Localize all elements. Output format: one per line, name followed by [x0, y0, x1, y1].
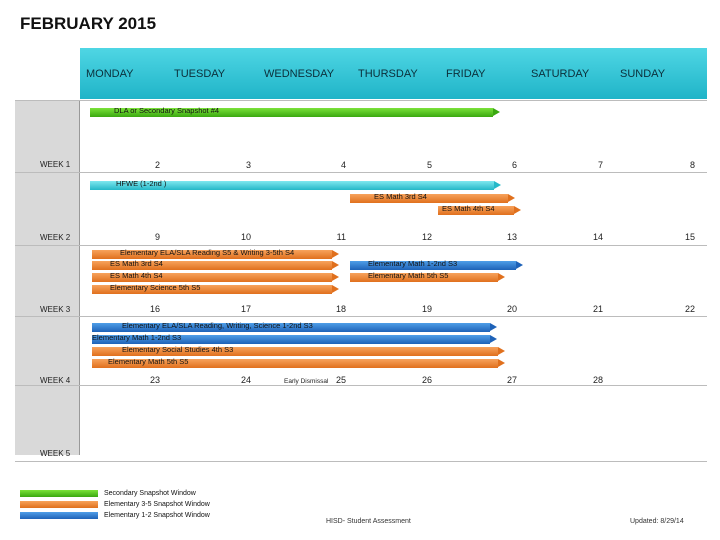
week-3-label: WEEK 3 [40, 305, 71, 314]
dla-snapshot-bar [90, 108, 493, 117]
es-math4-label: ES Math 4th S4 [442, 204, 495, 213]
legend-elem12-label: Elementary 1-2 Snapshot Window [104, 512, 210, 519]
date-22: 22 [684, 304, 695, 314]
legend-secondary-label: Secondary Snapshot Window [104, 490, 196, 497]
ela-w3-label: Elementary ELA/SLA Reading, Writing, Science 1-2nd S3 [122, 321, 313, 330]
date-14: 14 [592, 232, 603, 242]
date-7: 7 [597, 160, 603, 170]
legend-elem35-swatch [20, 501, 98, 508]
row-divider [15, 385, 707, 386]
hfwe-label: HFWE (1-2nd ) [116, 179, 167, 188]
date-26: 26 [421, 375, 432, 385]
social-w3-label: Elementary Social Studies 4th S3 [122, 345, 234, 354]
date-27: 27 [506, 375, 517, 385]
date-21: 21 [592, 304, 603, 314]
row-divider [15, 461, 707, 462]
science-w2-bar [92, 285, 332, 294]
ela-w2-label: Elementary ELA/SLA Reading S5 & Writing 3-5th S4 [120, 248, 295, 257]
date-2: 2 [154, 160, 160, 170]
date-4: 4 [340, 160, 346, 170]
day-thursday: THURSDAY [358, 68, 418, 80]
es-math3-label: ES Math 3rd S4 [374, 192, 427, 201]
day-sunday: SUNDAY [620, 68, 666, 80]
math3-w2-bar [92, 261, 332, 270]
day-wednesday: WEDNESDAY [264, 68, 335, 80]
column-divider [79, 100, 80, 455]
math5-w2-bar [350, 273, 498, 282]
date-5: 5 [426, 160, 432, 170]
math5-w3-label: Elementary Math 5th S5 [108, 357, 189, 366]
date-20: 20 [506, 304, 517, 314]
es-math4-bar [438, 206, 514, 215]
date-10: 10 [240, 232, 251, 242]
math12-w3-bar [92, 335, 490, 344]
date-3: 3 [245, 160, 251, 170]
date-17: 17 [240, 304, 251, 314]
ela-w3-bar [92, 323, 490, 332]
math12-w2-bar [350, 261, 516, 270]
es-math3-bar [350, 194, 508, 203]
date-9: 9 [154, 232, 160, 242]
week-4-label: WEEK 4 [40, 376, 71, 385]
day-friday: FRIDAY [446, 68, 486, 80]
date-12: 12 [421, 232, 432, 242]
date-18: 18 [335, 304, 346, 314]
date-23: 23 [149, 375, 160, 385]
day-monday: MONDAY [86, 68, 134, 80]
date-6: 6 [511, 160, 517, 170]
row-divider [15, 245, 707, 246]
day-tuesday: TUESDAY [174, 68, 226, 80]
social-w3-bar [92, 347, 498, 356]
row-divider [15, 100, 707, 101]
math12-w3-label: Elementary Math 1-2nd S3 [92, 333, 182, 342]
math5-w3-bar [92, 359, 498, 368]
page-title: FEBRUARY 2015 [20, 14, 157, 33]
dla-snapshot-label: DLA or Secondary Snapshot #4 [114, 106, 220, 115]
math4-w2-label: ES Math 4th S4 [110, 271, 163, 280]
date-25: 25 [335, 375, 346, 385]
date-28: 28 [592, 375, 603, 385]
date-24: 24 [240, 375, 251, 385]
week-5-label: WEEK 5 [40, 449, 71, 458]
early-dismissal-note: Early Dismissal [284, 378, 329, 385]
math4-w2-bar [92, 273, 332, 282]
date-8: 8 [689, 160, 695, 170]
date-15: 15 [684, 232, 695, 242]
row-divider [15, 172, 707, 173]
legend-elem35-label: Elementary 3-5 Snapshot Window [104, 501, 210, 508]
footer-updated: Updated: 8/29/14 [630, 518, 684, 525]
date-11: 11 [336, 232, 346, 242]
date-13: 13 [506, 232, 517, 242]
footer-center: HISD- Student Assessment [326, 518, 411, 525]
week-label-column [15, 100, 79, 455]
math5-w2-label: Elementary Math 5th S5 [368, 271, 449, 280]
day-saturday: SATURDAY [531, 68, 590, 80]
legend-secondary-swatch [20, 490, 98, 497]
week-2-label: WEEK 2 [40, 233, 71, 242]
date-16: 16 [149, 304, 160, 314]
legend-elem12-swatch [20, 512, 98, 519]
weekday-header [80, 48, 707, 99]
hfwe-bar [90, 181, 494, 190]
row-divider [15, 316, 707, 317]
ela-w2-bar [92, 250, 332, 259]
week-1-label: WEEK 1 [40, 160, 71, 169]
math12-w2-label: Elementary Math 1-2nd S3 [368, 259, 458, 268]
science-w2-label: Elementary Science 5th S5 [110, 283, 201, 292]
date-19: 19 [421, 304, 432, 314]
math3-w2-label: ES Math 3rd S4 [110, 259, 163, 268]
